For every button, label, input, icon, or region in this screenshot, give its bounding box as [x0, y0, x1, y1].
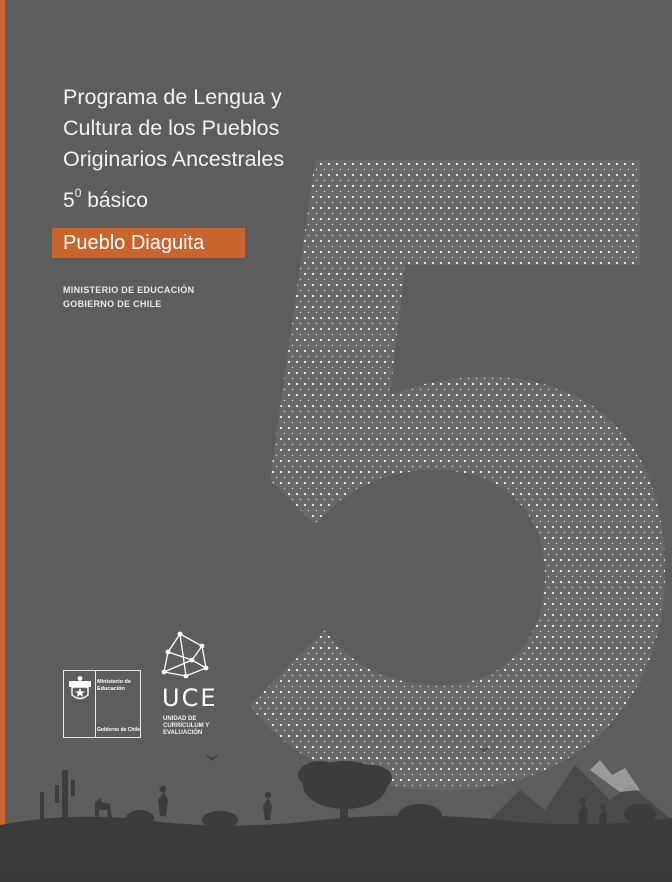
title-line-1: Programa de Lengua y: [63, 85, 282, 109]
government-logo: [63, 670, 141, 738]
uce-sub-line-1: UNIDAD DE: [163, 716, 197, 722]
ministry-line-2: GOBIERNO DE CHILE: [63, 299, 162, 309]
chile-coat-of-arms-icon: [67, 675, 93, 703]
landscape-silhouette: [0, 730, 672, 875]
bottom-strip: [0, 872, 672, 882]
grade-superscript: 0: [74, 186, 82, 200]
ministry-line-1: MINISTERIO DE EDUCACIÓN: [63, 285, 195, 295]
logo-divider: [95, 671, 96, 737]
grade-label: [63, 188, 148, 213]
gov-logo-top-text: Ministerio de Educación: [97, 679, 131, 692]
uce-network-logo-icon: [158, 630, 214, 682]
people-name: Pueblo Diaguita: [63, 232, 205, 254]
title-line-3: Originarios Ancestrales: [63, 147, 285, 171]
grade-word: básico: [87, 189, 148, 212]
title-line-2: Cultura de los Pueblos: [63, 116, 280, 140]
ministry-credit: [63, 283, 194, 311]
uce-name: UCE: [162, 684, 218, 712]
uce-sub-line-2: CURRÍCULUM Y: [163, 723, 210, 729]
program-title: [63, 82, 363, 175]
gov-logo-bottom-text: Gobierno de Chile: [97, 727, 141, 733]
uce-sub-line-3: EVALUACIÓN: [163, 730, 203, 736]
grade-number: 5: [63, 189, 75, 212]
